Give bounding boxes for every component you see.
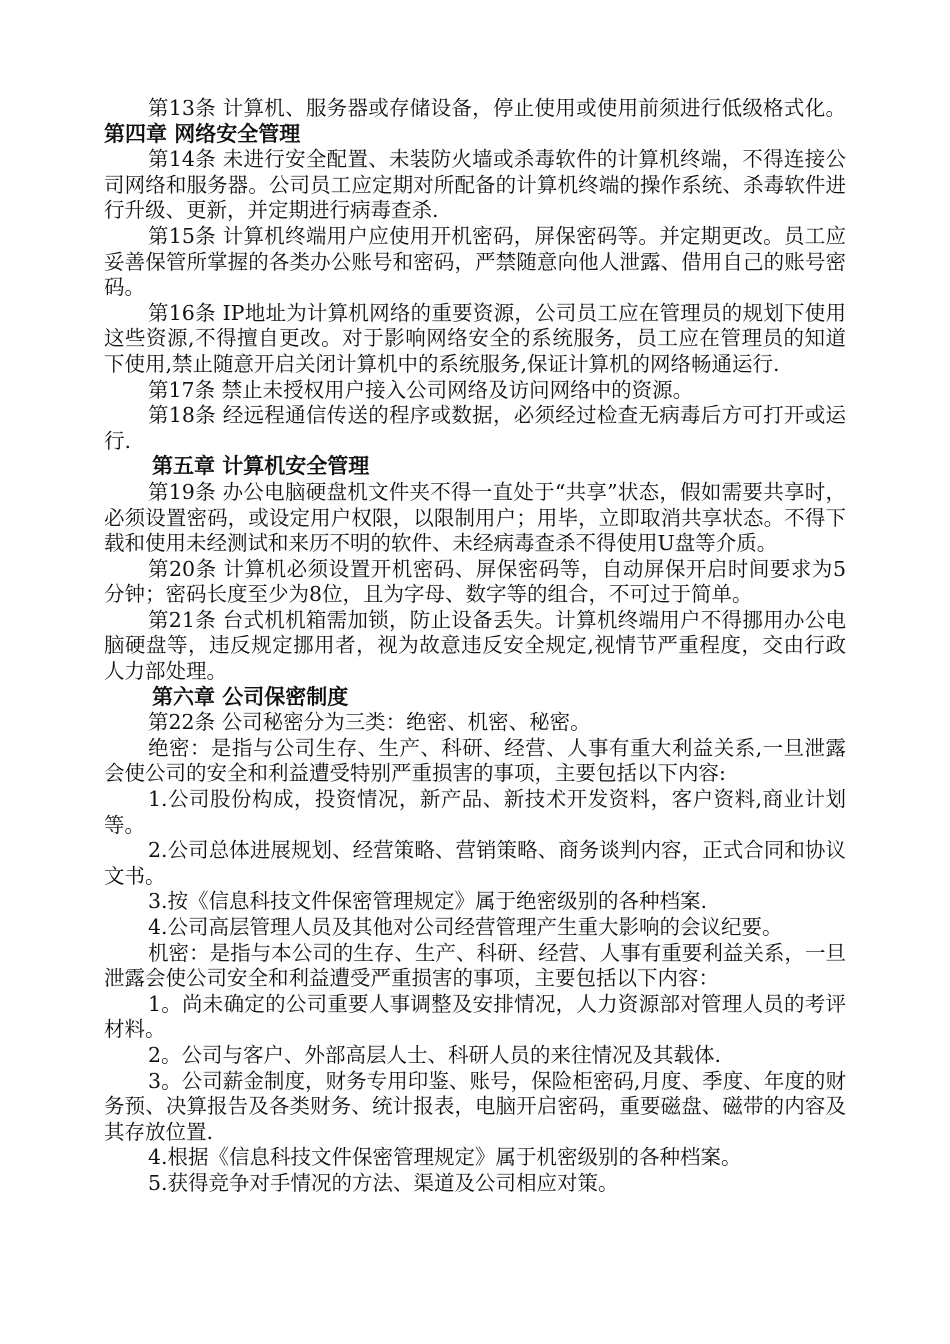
article-14: 第14条 未进行安全配置、未装防火墙或杀毒软件的计算机终端，不得连接公司网络和服务器。公司员工应定期对所配备的计算机终端的操作系统、杀毒软件进行升级、更新，并定期进行病毒查杀. [104,147,846,223]
chapter-4-heading: 第四章 网络安全管理 [104,121,301,146]
secret-definition: 机密：是指与本公司的生存、生产、科研、经营、人事有重要利益关系，一旦泄露会使公司安全和利益遭受严重损害的事项，主要包括以下内容： [104,940,846,991]
secret-item-5: 5.获得竞争对手情况的方法、渠道及公司相应对策。 [148,1170,619,1195]
secret-item-3: 3。公司薪金制度，财务专用印鉴、账号，保险柜密码,月度、季度、年度的财务预、决算报告及各类财务、统计报表，电脑开启密码，重要磁盘、磁带的内容及其存放位置. [104,1068,846,1144]
document-page [104,96,846,1197]
secret-item-1: 1。尚未确定的公司重要人事调整及安排情况，人力资源部对管理人员的考评材料。 [104,991,846,1042]
article-17: 第17条 禁止未授权用户接入公司网络及访问网络中的资源。 [148,377,694,402]
article-13 [104,96,846,147]
secret-item-4: 4.根据《信息科技文件保密管理规定》属于机密级别的各种档案。 [148,1145,742,1170]
chapter-6-heading: 第六章 公司保密制度 [152,684,349,709]
top-secret-item-3: 3.按《信息科技文件保密管理规定》属于绝密级别的各种档案. [148,889,708,914]
article-21: 第21条 台式机机箱需加锁，防止设备丢失。计算机终端用户不得挪用办公电脑硬盘等，违反规定挪用者，视为故意违反安全规定,视情节严重程度，交由行政人力部处理。 [104,607,846,684]
article-13-text: 第13条 计算机、服务器或存储设备，停止使用或使用前须进行低级格式化。 [148,96,846,120]
chapter-5-heading: 第五章 计算机安全管理 [152,454,370,479]
top-secret-item-4: 4.公司高层管理人员及其他对公司经营管理产生重大影响的会议纪要。 [148,915,783,939]
top-secret-item-1: 1.公司股份构成，投资情况，新产品、新技术开发资料，客户资料,商业计划等。 [104,787,846,837]
top-secret-definition: 绝密：是指与公司生存、生产、科研、经营、人事有重大利益关系,一旦泄露会使公司的安全和利益遭受特别严重损害的事项，主要包括以下内容: [104,735,846,786]
article-16: 第16条 IP地址为计算机网络的重要资源，公司员工应在管理员的规划下使用这些资源,不得擅自更改。对于影响网络安全的系统服务，员工应在管理员的知道下使用,禁止随意开启关闭计算机中的系统服务,保证计算机的网络畅通运行. [104,300,846,376]
article-22: 第22条 公司秘密分为三类：绝密、机密、秘密。 [148,710,591,735]
secret-item-2: 2。公司与客户、外部高层人士、科研人员的来往情况及其载体. [148,1042,722,1067]
article-20: 第20条 计算机必须设置开机密码、屏保密码等，自动屏保开启时间要求为5分钟；密码长度至少为8位，且为字母、数字等的组合，不可过于简单。 [104,556,846,607]
top-secret-item-2: 2.公司总体进展规划、经营策略、营销策略、商务谈判内容，正式合同和协议文书。 [104,838,846,888]
article-19: 第19条 办公电脑硬盘机文件夹不得一直处于“共享”状态，假如需要共享时，必须设置密码，或设定用户权限，以限制用户；用毕，立即取消共享状态。不得下载和使用未经测试和来历不明的软件、未经病毒查杀不得使用U盘等介质。 [104,479,846,556]
article-18: 第18条 经远程通信传送的程序或数据，必须经过检查无病毒后方可打开或运行. [104,403,846,453]
article-15: 第15条 计算机终端用户应使用开机密码，屏保密码等。并定期更改。员工应妥善保管所掌握的各类办公账号和密码，严禁随意向他人泄露、借用自己的账号密码。 [104,223,846,300]
